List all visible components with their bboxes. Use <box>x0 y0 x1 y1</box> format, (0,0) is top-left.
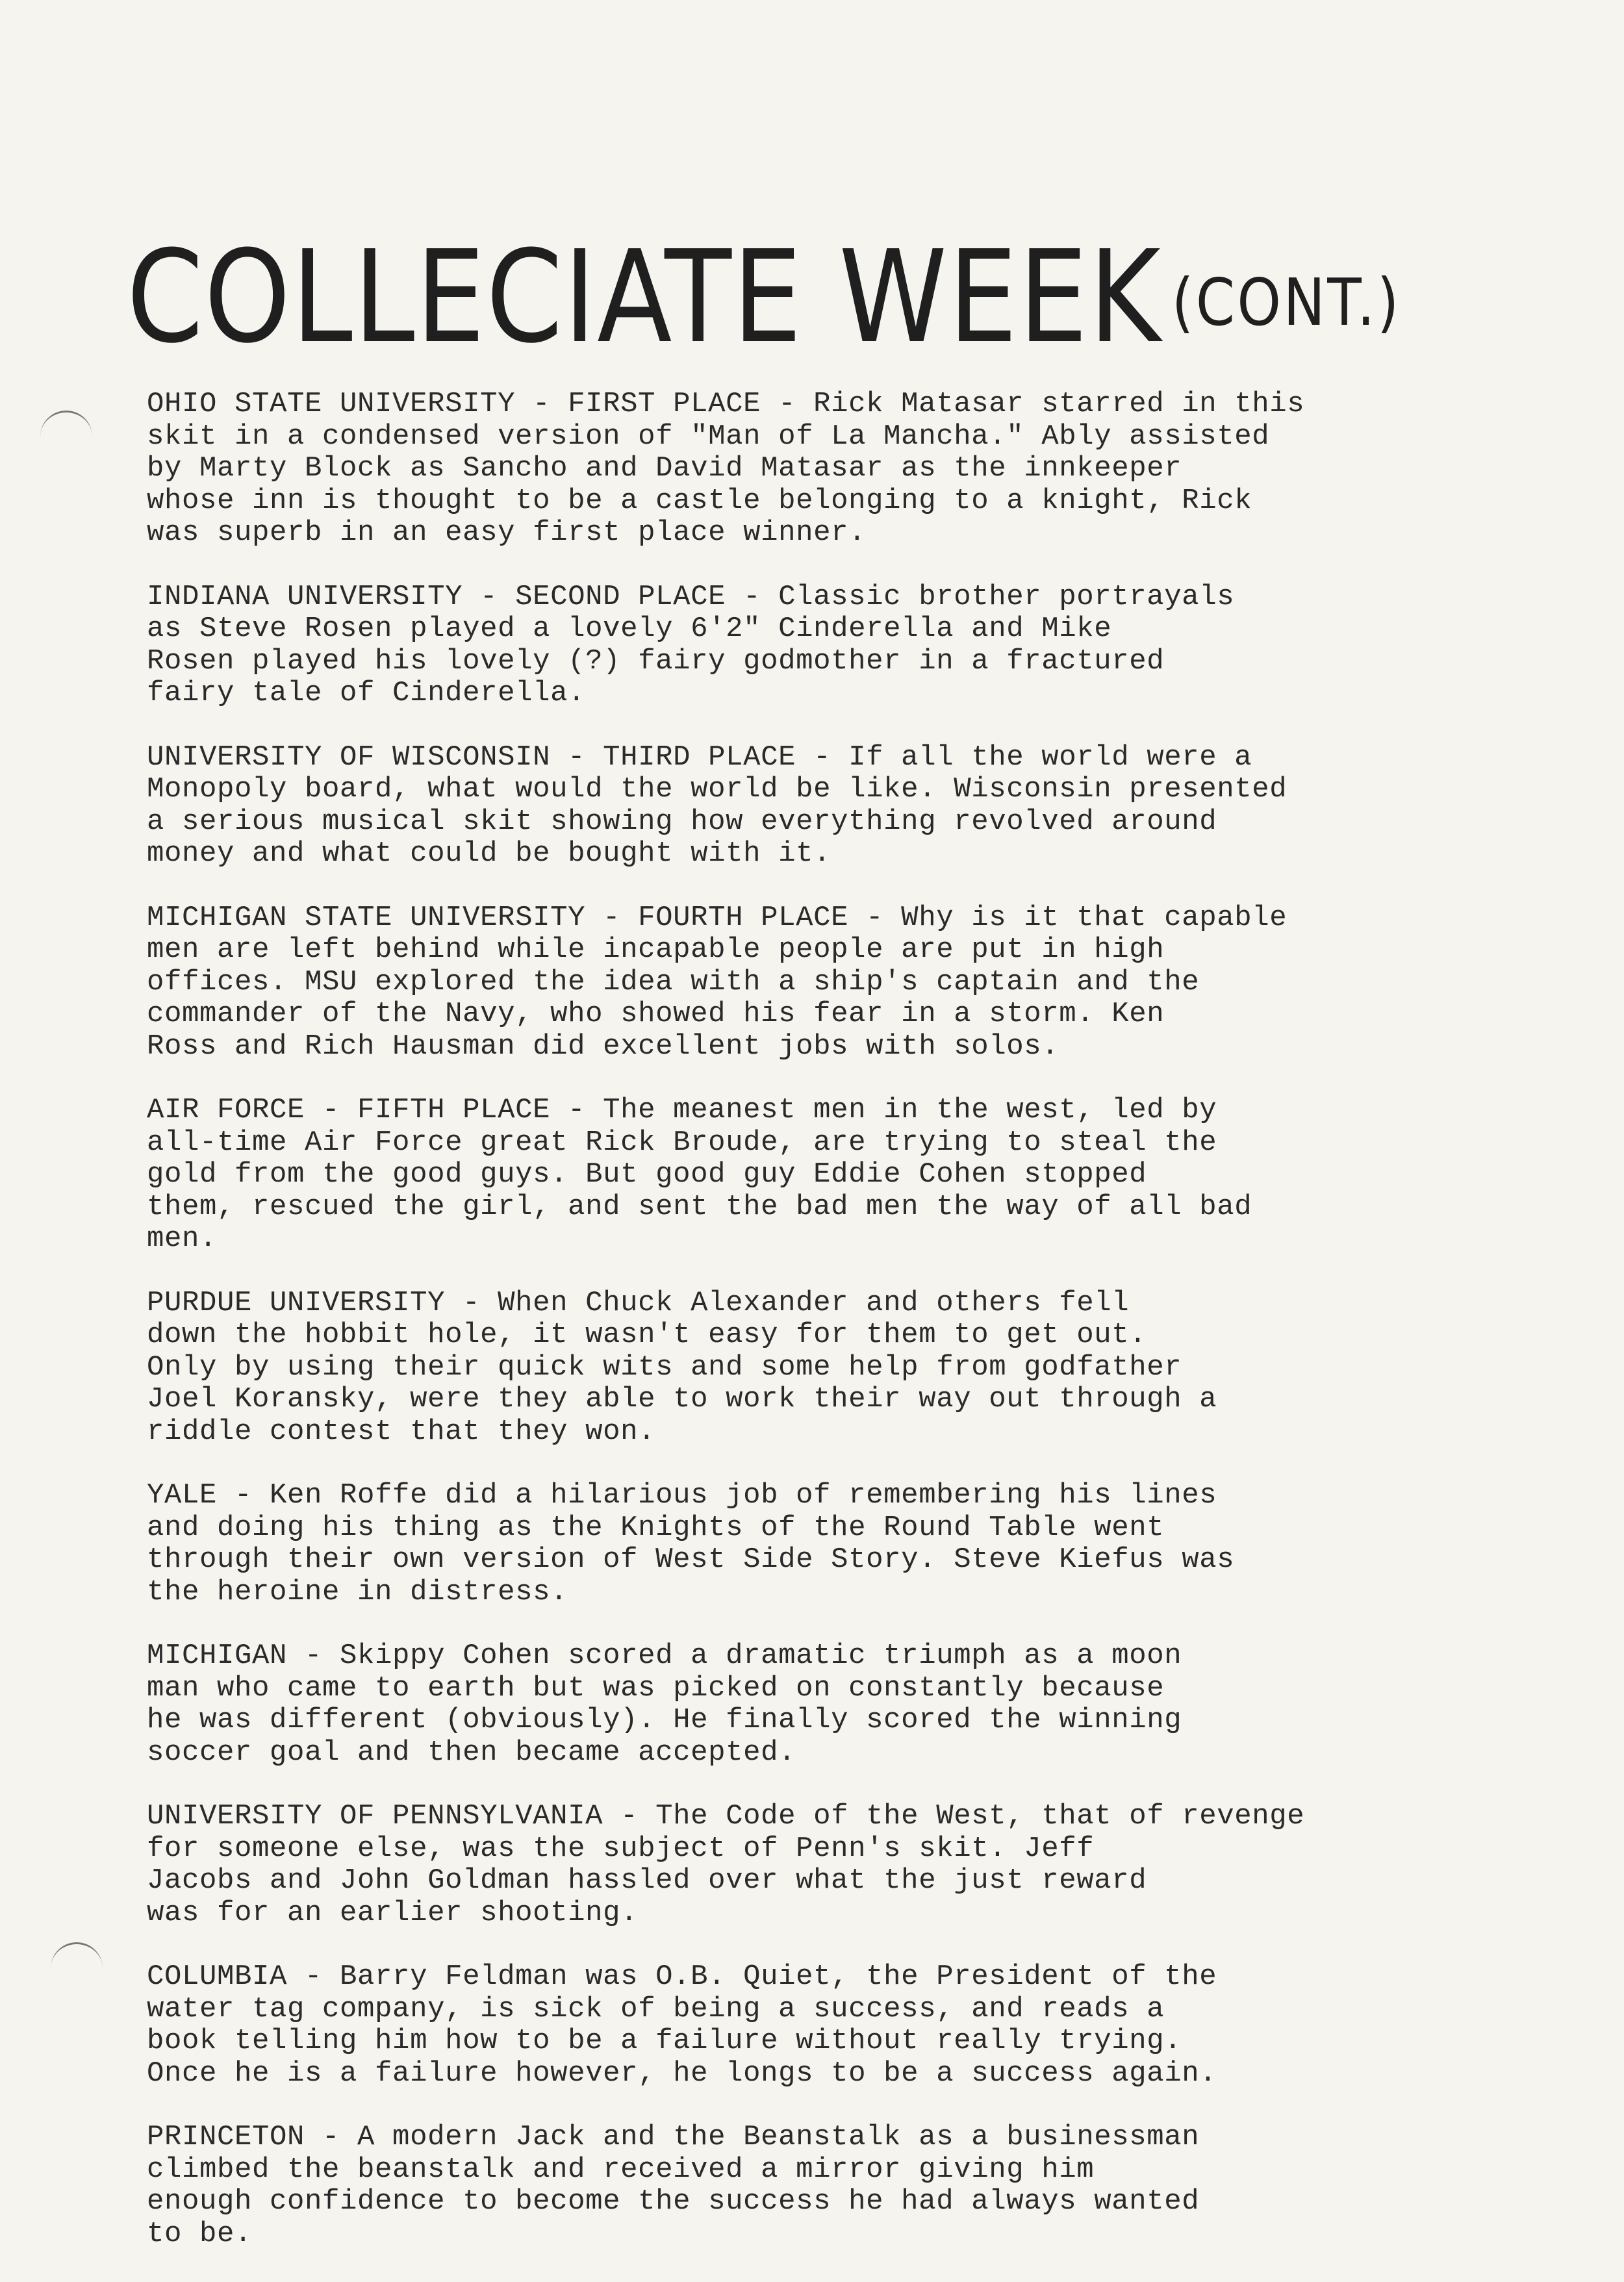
page-title-main: COLLECIATE WEEK <box>127 223 1162 372</box>
entry-air-force: AIR FORCE - FIFTH PLACE - The meanest men in the west, led by all-time Air Force great Rick Broude, are trying to steal the gold from the good guys. But good guy Eddie Cohen stopped them, rescued the girl, and sent the bad men the way of all bad men. <box>147 1094 1252 1255</box>
entry-columbia: COLUMBIA - Barry Feldman was O.B. Quiet, the President of the water tag company, is sick of being a success, and reads a book telling him how to be a failure without really trying. Once he is a failure however, he longs to be a success again. <box>147 1960 1217 2090</box>
punch-hole-mark <box>40 411 92 451</box>
entry-wisconsin: UNIVERSITY OF WISCONSIN - THIRD PLACE - If all the world were a Monopoly board, what would the world be like. Wisconsin presented a serious musical skit showing how everything revolved around money and what could be bought with it. <box>147 741 1288 870</box>
entry-yale: YALE - Ken Roffe did a hilarious job of remembering his lines and doing his thing as the Knights of the Round Table went through their own version of West Side Story. Steve Kiefus was the heroine in distress. <box>147 1479 1235 1608</box>
page-title <box>127 223 1401 372</box>
entry-pennsylvania: UNIVERSITY OF PENNSYLVANIA - The Code of the West, that of revenge for someone else, was the subject of Penn's skit. Jeff Jacobs and John Goldman hassled over what the just reward was for an earlier shooting. <box>147 1800 1305 1929</box>
punch-hole-mark <box>51 1942 103 1983</box>
entry-michigan-state: MICHIGAN STATE UNIVERSITY - FOURTH PLACE - Why is it that capable men are left behind while incapable people are put in high offices. MSU explored the idea with a ship's captain and the commander of the Navy, who showed his fear in a storm. Ken Ross and Rich Hausman did excellent jobs with solos. <box>147 901 1288 1063</box>
entry-purdue: PURDUE UNIVERSITY - When Chuck Alexander and others fell down the hobbit hole, it wasn't easy for them to get out. Only by using their quick wits and some help from godfather Joel Koransky, were they able to work their way out through a riddle contest that they won. <box>147 1286 1217 1448</box>
entry-indiana: INDIANA UNIVERSITY - SECOND PLACE - Classic brother portrayals as Steve Rosen played a lovely 6'2" Cinderella and Mike Rosen played his lovely (?) fairy godmother in a fractured fairy tale of Cinderella. <box>147 580 1235 709</box>
article-body <box>147 388 1459 2282</box>
entry-ohio-state: OHIO STATE UNIVERSITY - FIRST PLACE - Rick Matasar starred in this skit in a condensed version of "Man of La Mancha." Ably assisted by Marty Block as Sancho and David Matasar as the innkeeper whose inn is thought to be a castle belonging to a knight, Rick was superb in an easy first place winner. <box>147 388 1305 549</box>
page-title-suffix: (CONT.) <box>1171 264 1401 340</box>
entry-princeton: PRINCETON - A modern Jack and the Beanstalk as a businessman climbed the beanstalk and received a mirror giving him enough confidence to become the success he had always wanted to be. <box>147 2121 1200 2250</box>
entry-michigan: MICHIGAN - Skippy Cohen scored a dramatic triumph as a moon man who came to earth but was picked on constantly because he was different (obviously). He finally scored the winning soccer goal and then became accepted. <box>147 1640 1182 1769</box>
